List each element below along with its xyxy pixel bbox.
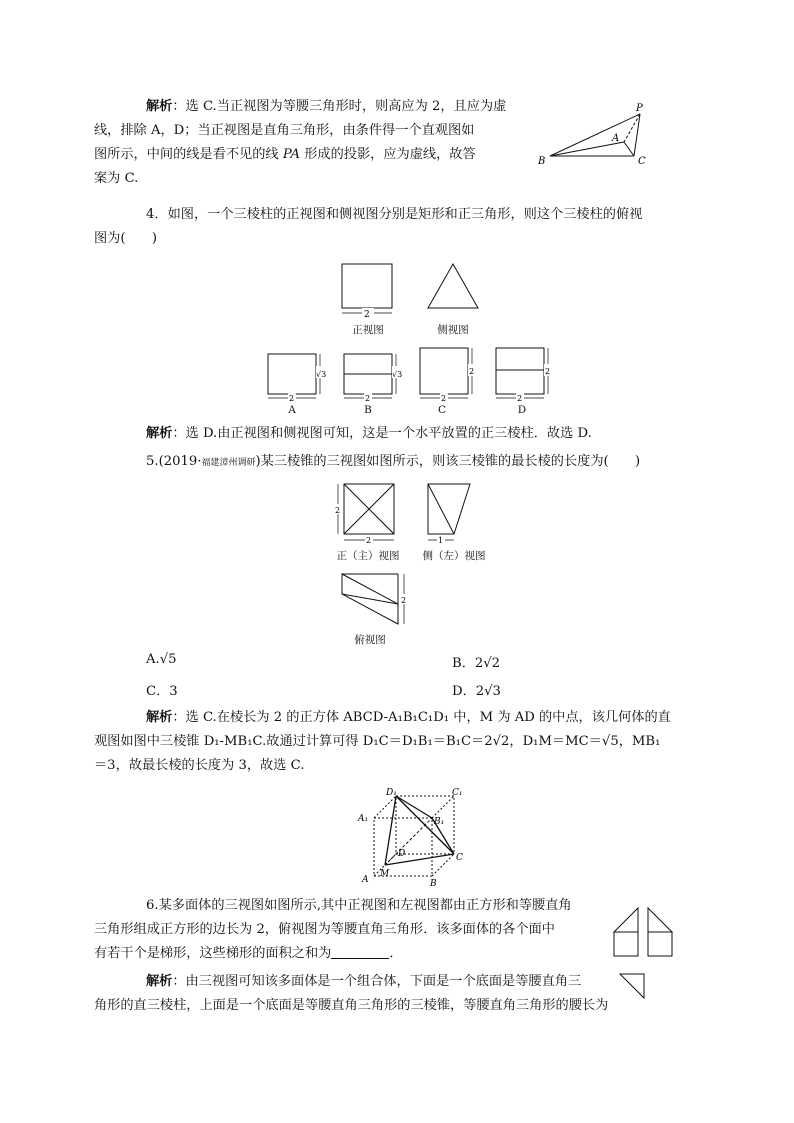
svg-text:2: 2 [289,394,295,402]
q5-choice-d: D．2√3 [452,684,501,699]
q4-front-caption: 正视图 [352,324,384,336]
q5-choice-b: B．2√2 [452,656,501,671]
q5-question: 5.(2019·福建漳州调研)某三棱锥的三视图如图所示，则该三棱锥的最长棱的长度为( ) [146,454,641,469]
svg-text:B: B [430,879,437,889]
q5-side-view [424,480,476,546]
q4-side-caption: 侧视图 [437,324,469,336]
q4-option-d-figure [492,344,554,402]
q4-option-d-label: D [517,404,527,416]
point-label: B [538,156,546,167]
svg-text:2: 2 [335,506,341,515]
svg-text:1: 1 [438,536,444,545]
svg-text:B₁: B₁ [434,817,445,827]
svg-text:2: 2 [401,596,407,605]
svg-text:2: 2 [441,394,447,402]
svg-text:M: M [380,869,390,879]
solution-label: 解析 [146,99,173,114]
point-label: A [612,133,620,144]
q3-pyramid-figure [532,100,652,170]
svg-text:2: 2 [469,367,475,376]
svg-text:A₁: A₁ [358,814,369,824]
answer-blank[interactable] [331,944,389,959]
q5-front-view [334,480,400,546]
q3-solution: 解析：选 C.当正视图为等腰三角形时，则高应为 2，且应为虚 线，排除 A，D；当正视图是直角三角形，由条件得一个直观图如 图所示，中间的线是看不见的线 PA 形成的投影，应为虚线，故答 案为 C. [94,99,507,186]
q5-choice-a: A.√5 [146,652,177,667]
svg-text:√3: √3 [392,370,402,379]
svg-text:2: 2 [545,367,551,376]
q5-top-caption: 俯视图 [354,634,386,646]
source-note: 福建漳州调研 [201,458,256,468]
q4-side-view [424,258,484,318]
svg-text:D₁: D₁ [386,788,397,798]
q4-front-view [338,260,398,320]
svg-text:C: C [456,853,463,863]
svg-text:√3: √3 [316,370,326,379]
q6-solution: 解析：由三视图可知该多面体是一个组合体，下面是一个底面是等腰直角三 角形的直三棱柱，上面是一个底面是等腰直角三角形的三棱锥，等腰直角三角形的腰长为 [94,974,609,1013]
q5-top-view [338,570,410,630]
q4-option-c-figure [416,344,478,402]
q5-solution: 解析：选 C.在棱长为 2 的正方体 ABCD-A₁B₁C₁D₁ 中，M 为 AD 的中点，该几何体的直 观图如图中三棱锥 D₁-MB₁C.故通过计算可得 D₁C＝D₁B₁＝B₁C＝2√2，D₁M＝MC＝√5，MB₁ ＝3，故最长棱的长度为 3，故选 C. [94,710,671,773]
q4-option-b-figure [340,350,402,402]
dimension-label: 2 [364,310,370,320]
q4-option-b-label: B [364,404,372,416]
svg-text:C₁: C₁ [452,788,463,798]
q4-option-c-label: C [437,404,447,416]
q5-choice-c: C．3 [146,684,178,699]
q4-solution: 解析：选 D.由正视图和侧视图可知，这是一个水平放置的正三棱柱．故选 D. [146,426,592,441]
point-label: P [636,103,643,114]
svg-text:2: 2 [366,536,372,545]
svg-text:2: 2 [365,394,371,402]
q5-front-caption: 正（主）视图 [336,550,400,562]
q5-cube-figure [352,786,472,890]
svg-text:A: A [362,875,369,885]
q6-question: 6.某多面体的三视图如图所示,其中正视图和左视图都由正方形和等腰直角 三角形组成正方形的边长为 2，俯视图为等腰直角三角形．该多面体的各个面中 有若干个是梯形，这些梯形的面积之和为 ． [94,898,572,961]
q4-option-a-figure [264,350,326,402]
svg-text:D: D [398,849,406,859]
q5-side-caption: 侧（左）视图 [422,550,486,562]
svg-text:2: 2 [517,394,523,402]
q4-option-a-label: A [288,404,296,416]
q4-question: 4．如图，一个三棱柱的正视图和侧视图分别是矩形和正三角形，则这个三棱柱的俯视 图为( ) [94,207,643,246]
point-label: C [638,156,646,167]
